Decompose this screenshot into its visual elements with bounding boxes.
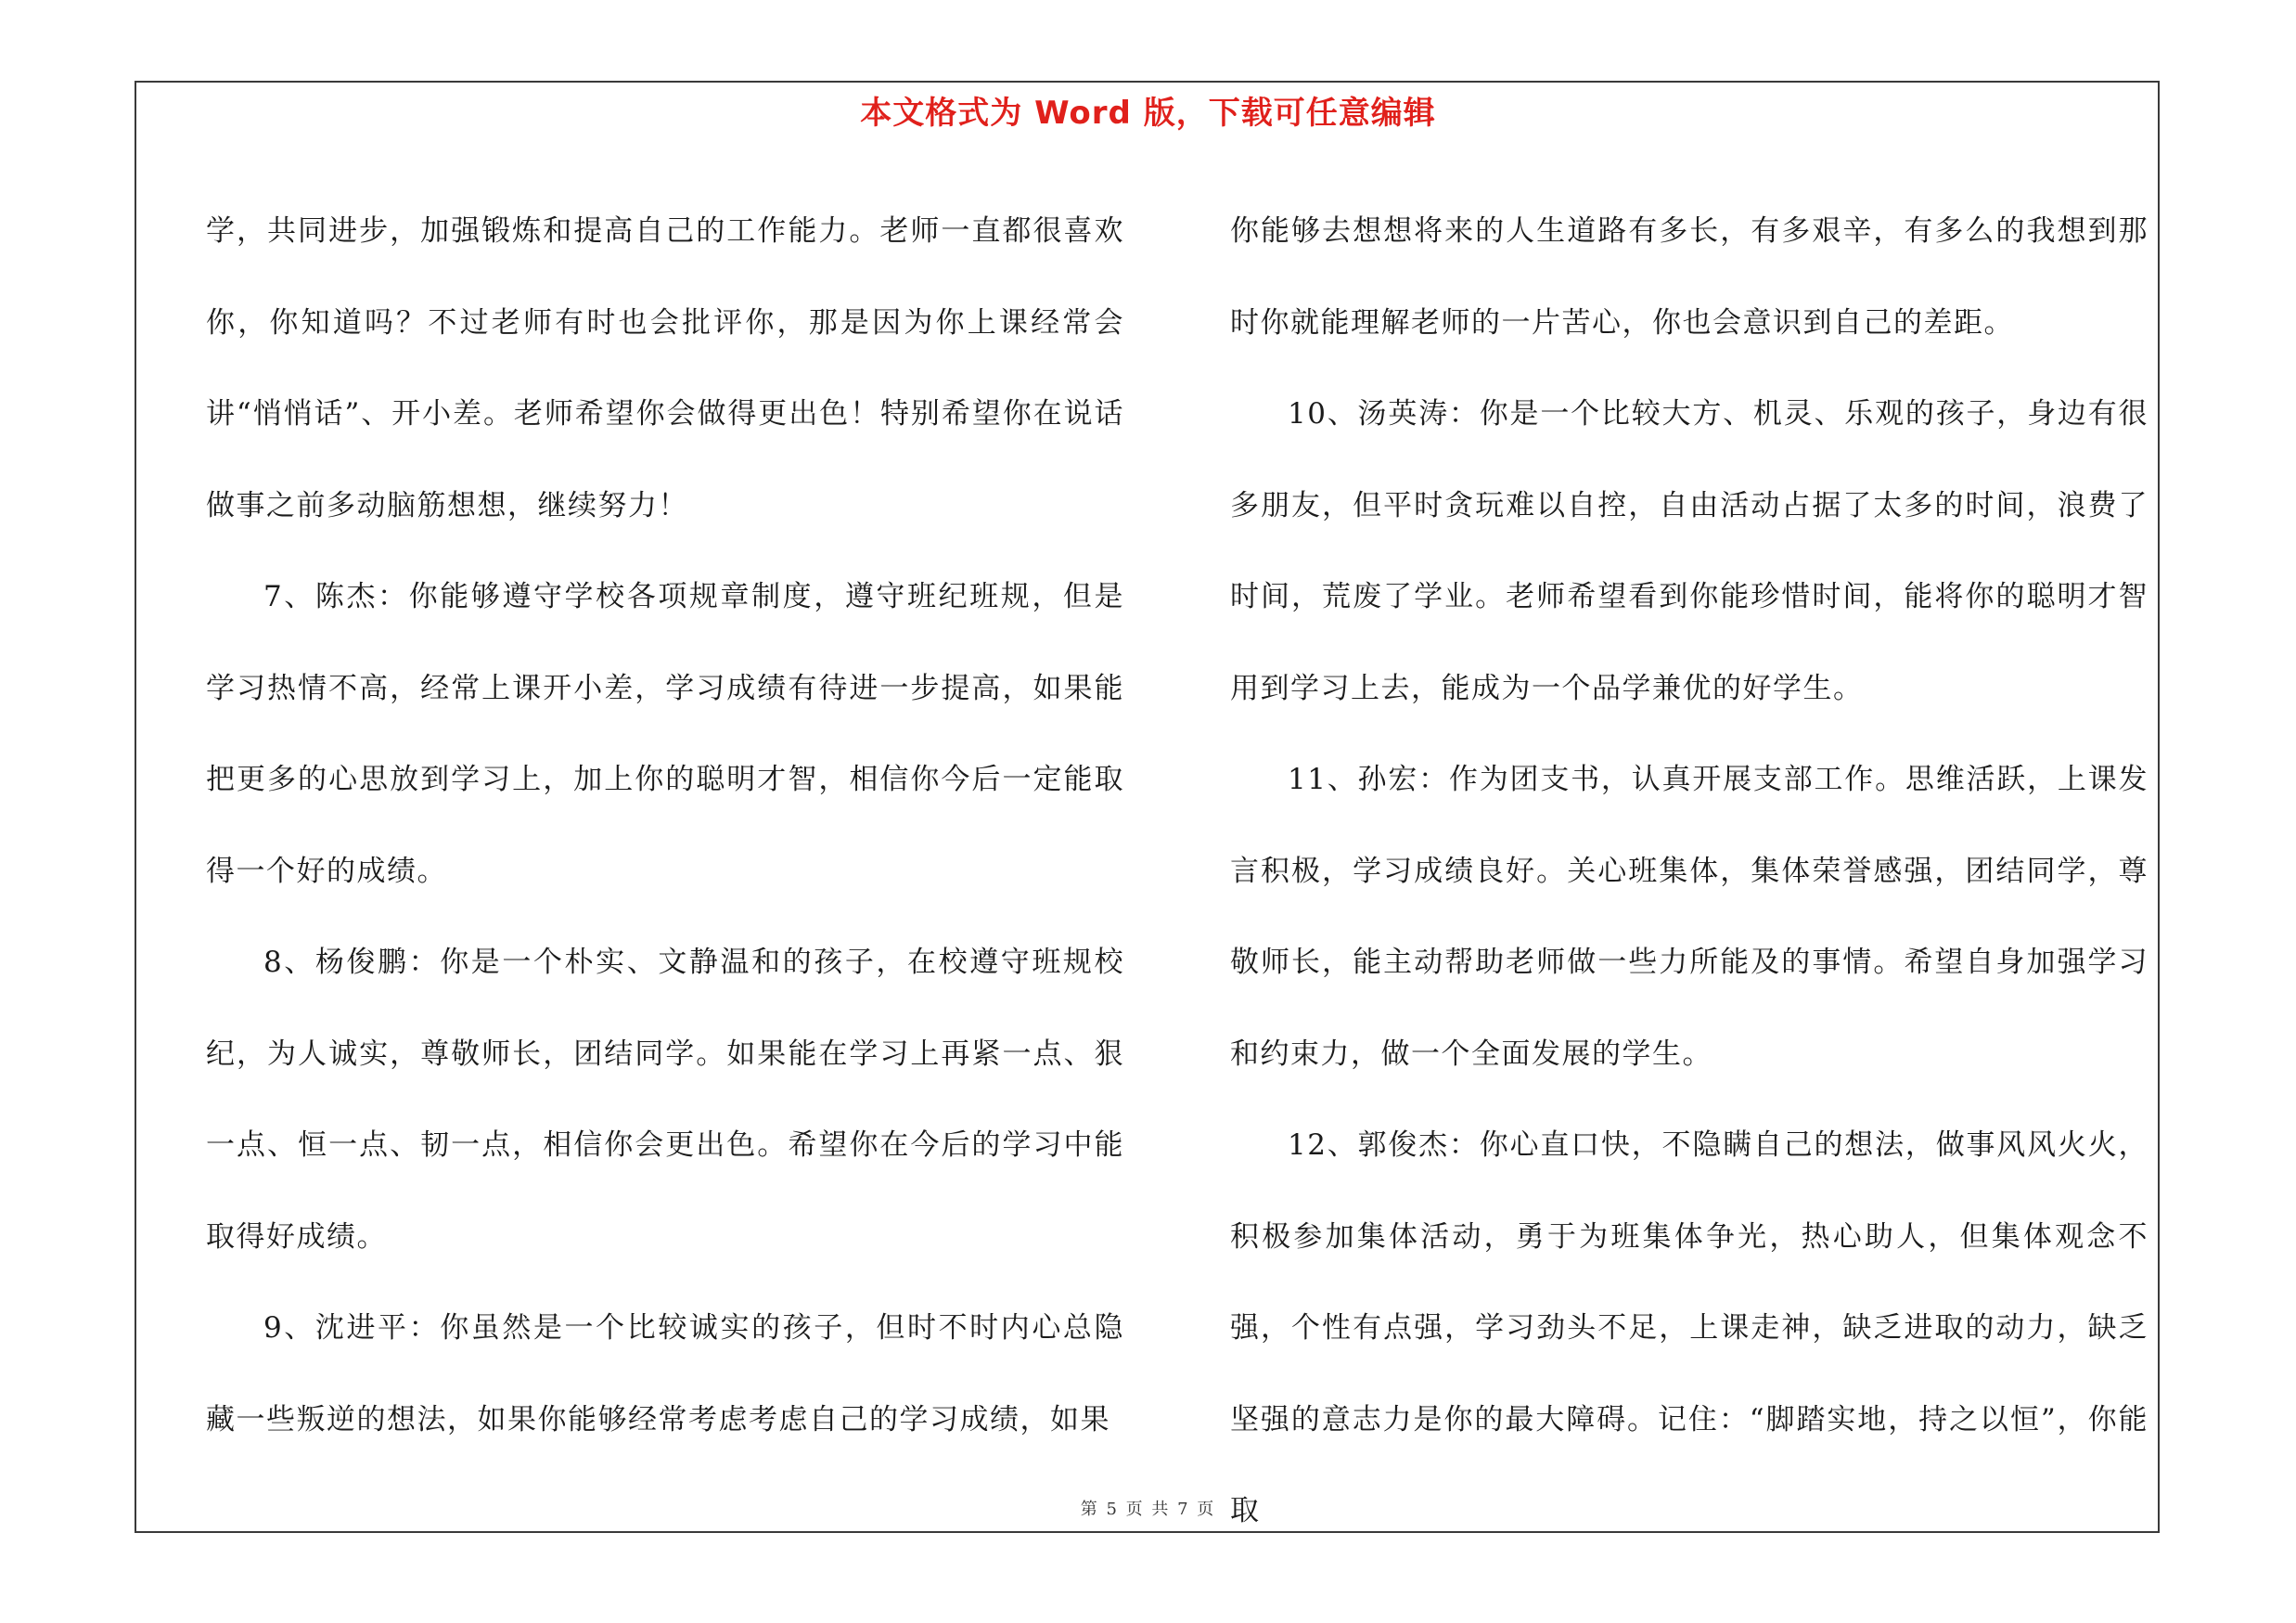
paragraph-continuation-9: 你能够去想想将来的人生道路有多长，有多艰辛，有多么的我想到那时你就能理解老师的一片苦心，你也会意识到自己的差距。 <box>1230 214 2148 340</box>
page-number-footer: 第 5 页 共 7 页 <box>1080 1500 1216 1519</box>
left-column <box>206 186 1124 1465</box>
paragraph-comment-10: 10、汤英涛：你是一个比较大方、机灵、乐观的孩子，身边有很多朋友，但平时贪玩难以自控，自由活动占据了太多的时间，浪费了时间，荒废了学业。老师希望看到你能珍惜时间，能将你的聪明才智用到学习上去，能成为一个品学兼优的好学生。 <box>1230 397 2148 705</box>
paragraph-comment-7: 7、陈杰：你能够遵守学校各项规章制度，遵守班纪班规，但是学习热情不高，经常上课开小差，学习成绩有待进一步提高，如果能把更多的心思放到学习上，加上你的聪明才智，相信你今后一定能取得一个好的成绩。 <box>206 580 1124 888</box>
paragraph-comment-8: 8、杨俊鹏：你是一个朴实、文静温和的孩子，在校遵守班规校纪，为人诚实，尊敬师长，团结同学。如果能在学习上再紧一点、狠一点、恒一点、韧一点，相信你会更出色。希望你在今后的学习中能取得好成绩。 <box>206 946 1124 1254</box>
paragraph-comment-12: 12、郭俊杰：你心直口快，不隐瞒自己的想法，做事风风火火，积极参加集体活动，勇于为班集体争光，热心助人，但集体观念不强，个性有点强，学习劲头不足，上课走神，缺乏进取的动力，缺乏坚强的意志力是你的最大障碍。记住：“脚踏实地，持之以恒”，你能取 <box>1230 1128 2148 1527</box>
right-column <box>1230 186 2148 1557</box>
paragraph-continuation: 学，共同进步，加强锻炼和提高自己的工作能力。老师一直都很喜欢你，你知道吗？不过老师有时也会批评你，那是因为你上课经常会讲“悄悄话”、开小差。老师希望你会做得更出色！特别希望你在说话做事之前多动脑筋想想，继续努力！ <box>206 214 1124 522</box>
paragraph-comment-11: 11、孙宏：作为团支书，认真开展支部工作。思维活跃，上课发言积极，学习成绩良好。关心班集体，集体荣誉感强，团结同学，尊敬师长，能主动帮助老师做一些力所能及的事情。希望自身加强学习和约束力，做一个全面发展的学生。 <box>1230 763 2148 1071</box>
paragraph-comment-9: 9、沈进平：你虽然是一个比较诚实的孩子，但时不时内心总隐藏一些叛逆的想法，如果你能够经常考虑考虑自己的学习成绩，如果 <box>206 1311 1124 1436</box>
word-format-banner: 本文格式为 Word 版，下载可任意编辑 <box>860 95 1436 132</box>
